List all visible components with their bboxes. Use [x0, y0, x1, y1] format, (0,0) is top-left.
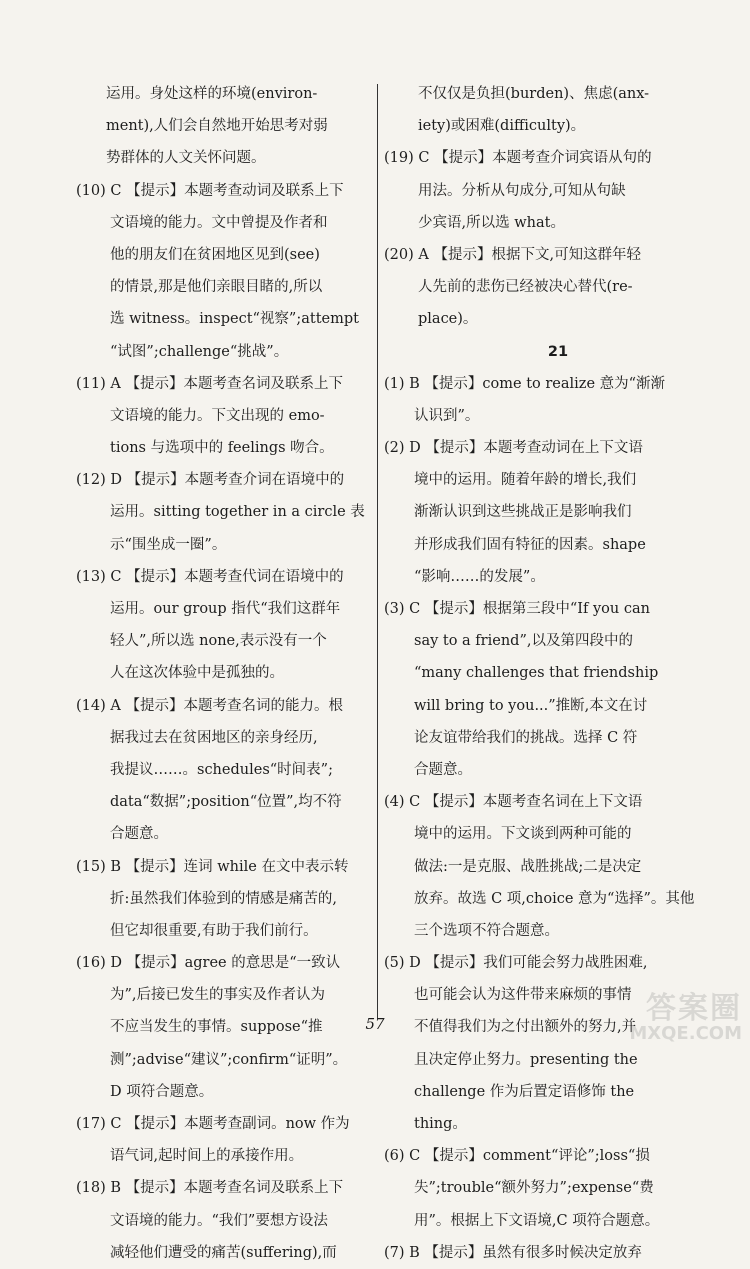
text-line: iety)或困难(difficulty)。 — [418, 118, 586, 135]
text-line: ment),人们会自然地开始思考对弱 — [106, 118, 328, 135]
text-line: tions 与选项中的 feelings 吻合。 — [110, 440, 334, 457]
right-column-top — [384, 78, 702, 336]
text-line: 他的朋友们在贫困地区见到(see) — [110, 246, 320, 263]
text-line: 放弃。故选 C 项,choice 意为“选择”。其他 — [414, 890, 695, 907]
text-line: thing。 — [414, 1116, 467, 1132]
text-line: (20) A 【提示】根据下文,可知这群年轻 — [384, 246, 642, 263]
text-line: (14) A 【提示】本题考查名词的能力。根 — [76, 697, 343, 714]
text-line: 为”,后接已发生的事实及作者认为 — [110, 987, 326, 1004]
text-line: 据我过去在贫困地区的亲身经历, — [110, 729, 318, 746]
text-line: 的情景,那是他们亲眼目睹的,所以 — [110, 279, 323, 296]
text-line: 测”;advise“建议”;confirm“证明”。 — [110, 1051, 348, 1068]
text-line: 减轻他们遭受的痛苦(suffering),而 — [110, 1244, 337, 1261]
text-line: will bring to you...”推断,本文在讨 — [414, 697, 648, 714]
text-line: challenge 作为后置定语修饰 the — [414, 1083, 635, 1100]
text-line: (16) D 【提示】agree 的意思是“一致认 — [76, 955, 341, 972]
text-line: say to a friend”,以及第四段中的 — [414, 633, 633, 650]
text-line: 三个选项不符合题意。 — [414, 922, 559, 939]
text-line: (13) C 【提示】本题考查代词在语境中的 — [76, 568, 344, 585]
text-line: (5) D 【提示】我们可能会努力战胜困难, — [384, 955, 648, 972]
text-line: 轻人”,所以选 none,表示没有一个 — [110, 633, 327, 650]
text-line: 选 witness。inspect“视察”;attempt — [110, 311, 359, 328]
column-divider — [377, 84, 378, 1019]
text-line: 不值得我们为之付出额外的努力,并 — [414, 1019, 637, 1036]
text-line: 运用。身处这样的环境(environ- — [106, 86, 318, 102]
text-line: 渐渐认识到这些挑战正是影响我们 — [414, 504, 632, 521]
text-line: (12) D 【提示】本题考查介词在语境中的 — [76, 472, 345, 489]
text-line: D 项符合题意。 — [110, 1083, 214, 1100]
text-line: 语气词,起时间上的承接作用。 — [110, 1148, 304, 1165]
text-line: 但它却很重要,有助于我们前行。 — [110, 922, 318, 939]
watermark-text-bottom: MXQE.COM — [629, 1023, 742, 1044]
text-line: 且决定停止努力。presenting the — [414, 1051, 638, 1068]
watermark-logo — [592, 993, 742, 1045]
right-column-bottom — [384, 368, 702, 1269]
text-line: data“数据”;position“位置”,均不符 — [110, 794, 342, 811]
text-line: 合题意。 — [110, 826, 168, 843]
text-line: 势群体的人文关怀问题。 — [106, 150, 266, 167]
text-line: 运用。sitting together in a circle 表 — [110, 504, 365, 521]
text-line: (6) C 【提示】comment“评论”;loss“损 — [384, 1148, 650, 1165]
page-number: 57 — [365, 1015, 385, 1033]
text-line: (15) B 【提示】连词 while 在文中表示转 — [76, 858, 349, 875]
text-line: 折:虽然我们体验到的情感是痛苦的, — [110, 890, 337, 907]
left-column — [76, 78, 372, 1269]
text-line: 失”;trouble“额外努力”;expense“费 — [414, 1180, 654, 1197]
text-line: (10) C 【提示】本题考查动词及联系上下 — [76, 182, 344, 199]
text-line: 少宾语,所以选 what。 — [418, 214, 565, 231]
text-line: 用”。根据上下文语境,C 项符合题意。 — [414, 1212, 660, 1229]
text-line: 不仅仅是负担(burden)、焦虑(anx- — [418, 86, 650, 102]
text-line: 并形成我们固有特征的因素。shape — [414, 536, 646, 553]
text-line: 用法。分析从句成分,可知从句缺 — [418, 182, 626, 199]
text-line: (1) B 【提示】come to realize 意为“渐渐 — [384, 375, 666, 392]
text-line: “试图”;challenge“挑战”。 — [110, 343, 289, 360]
section-title: 21 — [547, 343, 569, 360]
text-line: 做法:一是克服、战胜挑战;二是决定 — [414, 858, 642, 875]
text-line: (19) C 【提示】本题考查介词宾语从句的 — [384, 150, 652, 167]
text-line: 不应当发生的事情。suppose“推 — [110, 1019, 323, 1036]
text-line: 也可能会认为这件带来麻烦的事情 — [414, 987, 632, 1004]
text-line: 论友谊带给我们的挑战。选择 C 符 — [414, 729, 638, 746]
text-line: 文语境的能力。下文出现的 emo- — [110, 407, 325, 424]
text-line: 我提议……。schedules“时间表”; — [110, 761, 333, 778]
text-line: (17) C 【提示】本题考查副词。now 作为 — [76, 1116, 350, 1132]
text-line: 认识到”。 — [414, 407, 480, 424]
text-line: (18) B 【提示】本题考查名词及联系上下 — [76, 1180, 344, 1197]
text-line: 境中的运用。随着年龄的增长,我们 — [414, 472, 637, 489]
text-line: 文语境的能力。文中曾提及作者和 — [110, 214, 328, 231]
text-line: 示“围坐成一圈”。 — [110, 536, 227, 553]
right-column — [384, 78, 702, 1269]
text-line: 人先前的悲伤已经被决心替代(re- — [418, 279, 633, 296]
text-line: “many challenges that friendship — [414, 665, 659, 682]
text-line: place)。 — [418, 311, 478, 328]
watermark-text-top: 答案圈 — [646, 991, 742, 1026]
text-line: “影响……的发展”。 — [414, 568, 545, 585]
text-line: (2) D 【提示】本题考查动词在上下文语 — [384, 440, 643, 457]
text-line: (4) C 【提示】本题考查名词在上下文语 — [384, 794, 643, 811]
text-line: 合题意。 — [414, 761, 472, 778]
text-line: (7) B 【提示】虽然有很多时候决定放弃 — [384, 1244, 642, 1261]
text-line: 文语境的能力。“我们”要想方设法 — [110, 1212, 328, 1229]
text-line: (11) A 【提示】本题考查名词及联系上下 — [76, 375, 343, 392]
text-line: (3) C 【提示】根据第三段中“If you can — [384, 601, 650, 617]
text-line: 运用。our group 指代“我们这群年 — [110, 601, 341, 617]
text-line: 人在这次体验中是孤独的。 — [110, 665, 284, 682]
text-line: 境中的运用。下文谈到两种可能的 — [414, 826, 632, 843]
